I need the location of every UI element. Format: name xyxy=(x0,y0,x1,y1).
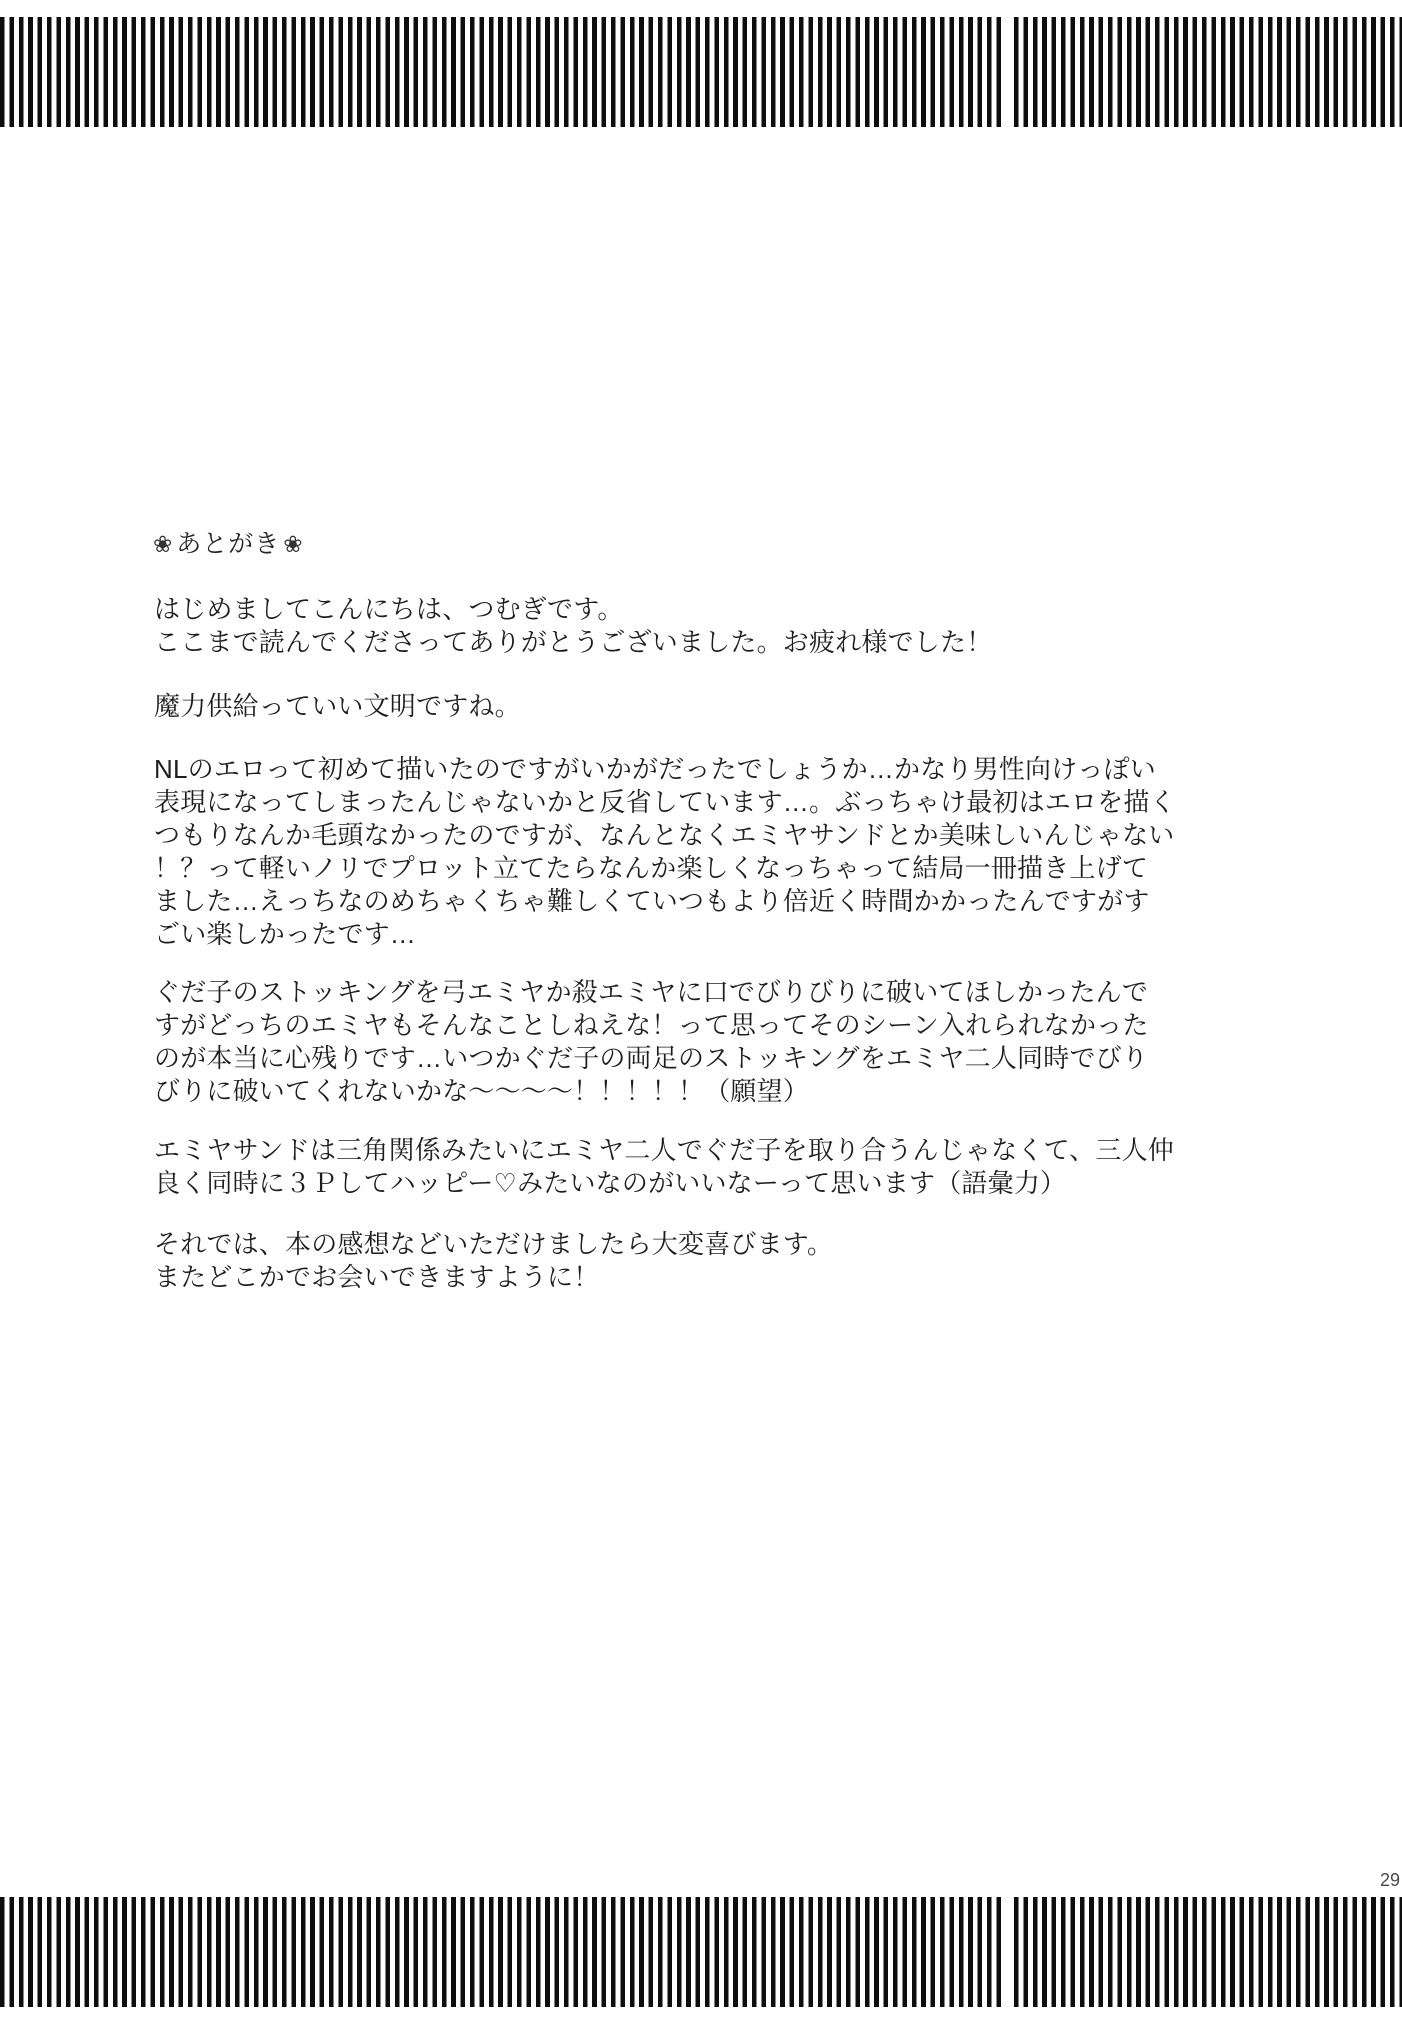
text-line: 表現になってしまったんじゃないかと反省しています…。ぶっちゃけ最初はエロを描く xyxy=(154,787,1176,817)
text-line: びりに破いてくれないかな～～～～！！！！！（願望） xyxy=(154,1076,810,1106)
afterword-paragraph xyxy=(154,690,1164,723)
text-line: 良く同時に３Ｐしてハッピー♡みたいなのがいいなーって思います（語彙力） xyxy=(154,1168,1067,1198)
text-line: ごい楽しかったです… xyxy=(154,919,417,949)
text-line: すがどっちのエミヤもそんなことしねえな！って思ってそのシーン入れられなかった xyxy=(154,1010,1149,1040)
text-line: ぐだ子のストッキングを弓エミヤか殺エミヤに口でびりびりに破いてほしかったんで xyxy=(154,977,1149,1007)
bottom-stripe-band xyxy=(0,1897,1402,2007)
stripe-segment-right xyxy=(1014,17,1402,127)
text-line: ！？って軽いノリでプロット立てたらなんか楽しくなっちゃって結局一冊描き上げて xyxy=(154,853,1149,883)
afterword-paragraph xyxy=(154,1228,1164,1294)
afterword-title-text: あとがき xyxy=(176,530,281,558)
text-line: エミヤサンドは三角関係みたいにエミヤ二人でぐだ子を取り合うんじゃなくて、三人仲 xyxy=(154,1135,1174,1165)
stripe-segment-right xyxy=(1014,1897,1402,2007)
afterword-paragraph xyxy=(154,976,1164,1108)
text-line: ました…えっちなのめちゃくちゃ難しくていつもより倍近く時間かかったんですがす xyxy=(154,886,1150,916)
text-line: またどこかでお会いできますように！ xyxy=(154,1262,600,1292)
text-line: つもりなんか毛頭なかったのですが、なんとなくエミヤサンドとか美味しいんじゃない xyxy=(154,820,1175,850)
flower-ornament-icon: ❀ xyxy=(153,531,174,557)
afterword-paragraph xyxy=(154,593,1164,659)
text-line: 魔力供給っていい文明ですね。 xyxy=(154,691,521,721)
text-line: ここまで読んでくださってありがとうございました。お疲れ様でした！ xyxy=(154,627,993,657)
top-stripe-band xyxy=(0,17,1402,127)
afterword-paragraph xyxy=(154,1134,1174,1200)
page-number: 29 xyxy=(1380,1870,1401,1890)
stripe-segment-left xyxy=(0,17,1003,127)
text-line: NLのエロって初めて描いたのですがいかがだったでしょうか…かなり男性向けっぽい xyxy=(154,754,1156,784)
flower-ornament-icon: ❀ xyxy=(283,531,304,557)
afterword-title xyxy=(153,528,304,560)
afterword-paragraph xyxy=(154,753,1176,951)
text-line: それでは、本の感想などいただけましたら大変喜びます。 xyxy=(154,1229,834,1259)
stripe-segment-left xyxy=(0,1897,1003,2007)
text-line: はじめましてこんにちは、つむぎです。 xyxy=(154,594,624,624)
text-line: のが本当に心残りです…いつかぐだ子の両足のストッキングをエミヤ二人同時でびり xyxy=(154,1043,1149,1073)
